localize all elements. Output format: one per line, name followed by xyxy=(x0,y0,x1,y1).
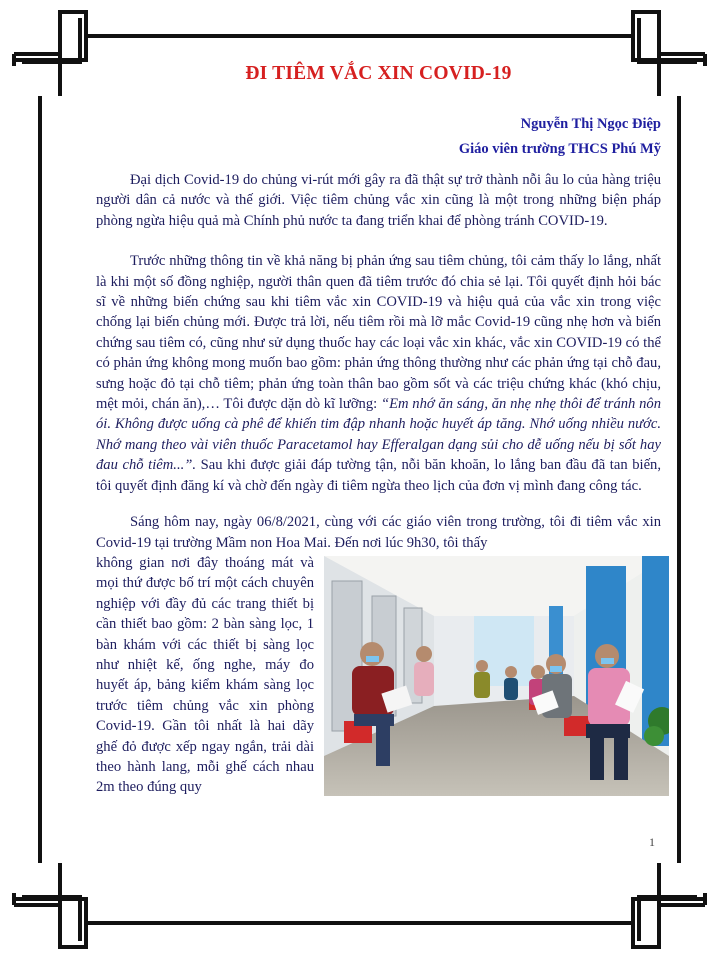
author-name: Nguyễn Thị Ngọc Điệp xyxy=(520,116,661,132)
document-page xyxy=(96,60,661,900)
paragraph-intro: Đại dịch Covid-19 do chủng vi-rút mới gây ra đã thật sự trở thành nỗi âu lo của hàng triệu người dân cả nước và thế giới. Việc tiêm chủng vắc xin cũng là một trong những biện pháp phòng ngừa hiệu quả mà Chính phủ nước ta đang triển khai để phòng tránh COVID-19. xyxy=(96,172,661,229)
paragraph-concerns xyxy=(96,251,661,496)
author-role: Giáo viên trường THCS Phú Mỹ xyxy=(458,141,661,157)
hallway-photo-illustration xyxy=(324,556,669,796)
article-title: ĐI TIÊM VẮC XIN COVID-19 xyxy=(245,63,512,84)
paragraph-concerns-text: Trước những thông tin về khả năng bị phản ứng sau tiêm chủng, tôi cảm thấy lo lắng, nhất là khi một số đồng nghiệp, người thân quen đã tiêm trước đó chia sẻ lại. Tôi quyết định hỏi bác sĩ về những biến chứng sau khi tiêm vắc xin COVID-19 và hiệu quả của vắc xin trong việc chống lại biến chủng mới. Được trả lời, nếu tiêm rồi mà lỡ mắc Covid-19 cũng nhẹ hơn và biến chứng sau tiêm có, cũng như sử dụng thuốc hay các loại vắc xin khác, vắc xin COVID-19 có thể có phản ứng không mong muốn bao gồm: phản ứng thông thường như các phản ứng tại chỗ đau, sưng hoặc đỏ tại chỗ tiêm; phản ứng toàn thân bao gồm sốt và các triệu chứng khác (khó chịu, mệt mỏi, chán ăn),… Tôi được dặn dò kĩ lưỡng: xyxy=(96,253,661,413)
page-number: 1 xyxy=(649,835,655,849)
doctor-advice-quote: “Em nhớ ăn sáng, ăn nhẹ nhẹ thôi để tránh nôn ói. Không được uống cà phê để khiến tim đập nhanh hoặc huyết áp tăng. Nhớ uống nhiều nước. Nhớ mang theo vài viên thuốc Paracetamol hay Efferalgan dạng sủi cho dễ uống nếu bị sốt hay đau chỗ tiêm...”. xyxy=(96,396,661,474)
vaccination-hallway-photo xyxy=(324,556,669,796)
paragraph-vaccination-day: Sáng hôm nay, ngày 06/8/2021, cùng với các giáo viên trong trường, tôi đi tiêm vắc xin Covid-19 tại trường Mầm non Hoa Mai. Đến nơi lúc 9h30, tôi thấy xyxy=(96,514,661,551)
paragraph-vaccination-day-continued: không gian nơi đây thoáng mát và mọi thứ được bố trí một cách chuyên nghiệp với đầy đủ các trang thiết bị cần thiết bao gồm: 2 bàn sàng lọc, 1 bàn khám với các thiết bị sàng lọc như nhiệt kế, ống nghe, máy đo huyết áp, bảng kiểm khám sàng lọc trước tiêm chủng vắc xin phòng Covid-19. Gần tôi nhất là hai dãy ghế đỏ được xếp ngay ngắn, trải dài theo hành lang, mỗi ghế cách nhau 2m theo đúng quy xyxy=(96,554,314,796)
paragraph-concerns-conclusion: Sau khi được giải đáp tường tận, nỗi băn khoăn, lo lắng ban đầu đã tan biến, tôi quyết định đăng kí và chờ đến ngày đi tiêm ngừa theo lịch của đơn vị mình đang công tác. xyxy=(96,457,661,494)
